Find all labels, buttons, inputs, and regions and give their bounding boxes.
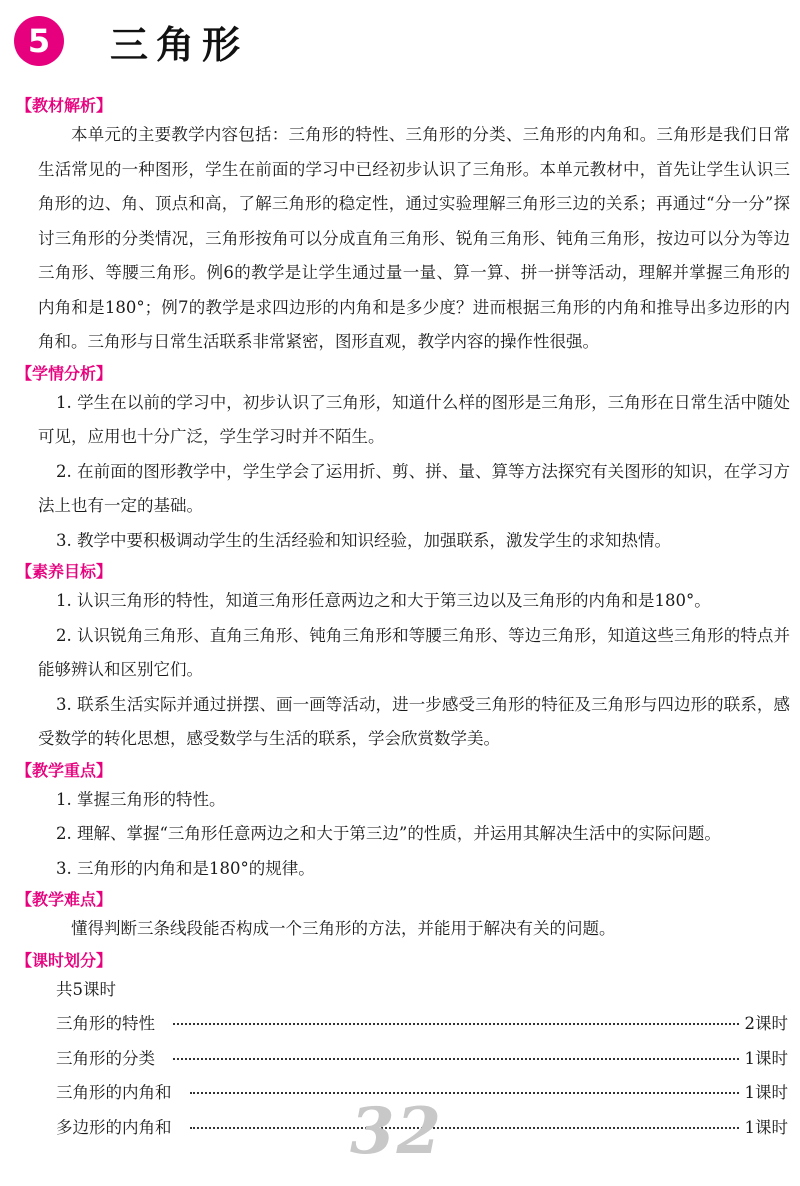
section-heading-key-points: 【教学重点】 [16,760,113,780]
section-heading-difficulties: 【教学难点】 [16,890,113,909]
chapter-number-badge: 5 [14,16,64,66]
page-number: 32 [350,1094,444,1169]
schedule-lesson-name: 三角形的内角和 [56,1083,172,1102]
schedule-lesson-name: 三角形的分类 [56,1048,155,1068]
key-point-item: 3. 三角形的内角和是180°的规律。 [56,858,315,878]
learner-analysis-item: 2. 在前面的图形教学中，学生学会了运用折、剪、拼、量、算等方法探究有关图形的知识，在学习方法上也有一定的基础。 [38,461,790,515]
textbook-analysis-paragraph: 本单元的主要教学内容包括：三角形的特性、三角形的分类、三角形的内角和。三角形是我们日常生活常见的一种图形，学生在前面的学习中已经初步认识了三角形。本单元教材中，首先让学生认识三角形的边、角、顶点和高，了解三角形的稳定性，通过实验理解三角形三边的关系；再通过“分一分”探讨三角形的分类情况，三角形按角可以分成直角三角形、锐角三角形、钝角三角形，按边可以分为等边三角形、等腰三角形。例6的教学是让学生通过量一量、算一算、拼一拼等活动，理解并掌握三角形的内角和是180°；例7的教学是求四边形的内角和是多少度？进而根据三角形的内角和推导出多边形的内角和。三角形与日常生活联系非常紧密，图形直观，教学内容的操作性很强。 [38,125,790,351]
schedule-row [16,1007,790,1042]
chapter-header [14,14,248,68]
literacy-goal-item: 2. 认识锐角三角形、直角三角形、钝角三角形和等腰三角形、等边三角形，知道这些三角形的特点并能够辨认和区别它们。 [38,625,790,679]
key-point-item: 2. 理解、掌握“三角形任意两边之和大于第三边”的性质，并运用其解决生活中的实际问题。 [56,824,721,843]
schedule-lesson-hours: 2课时 [744,1014,788,1033]
chapter-title: 三角形 [110,22,249,67]
dot-leader [190,1091,739,1094]
section-heading-literacy-goals: 【素养目标】 [16,562,113,581]
section-heading-schedule: 【课时划分】 [16,950,113,970]
schedule-lesson-name: 三角形的特性 [56,1014,155,1033]
schedule-total: 共5课时 [56,979,116,999]
key-point-item: 1. 掌握三角形的特性。 [56,789,226,809]
schedule-lesson-hours: 1课时 [744,1083,788,1102]
schedule-lesson-name: 多边形的内角和 [56,1117,172,1137]
literacy-goal-item: 3. 联系生活实际并通过拼摆、画一画等活动，进一步感受三角形的特征及三角形与四边形的联系，感受数学的转化思想，感受数学与生活的联系，学会欣赏数学美。 [38,694,790,748]
difficulties-paragraph: 懂得判断三条线段能否构成一个三角形的方法，并能用于解决有关的问题。 [71,919,616,938]
schedule-lesson-hours: 1课时 [744,1117,788,1137]
dot-leader [173,1022,739,1025]
learner-analysis-item: 1. 学生在以前的学习中，初步认识了三角形，知道什么样的图形是三角形，三角形在日常生活中随处可见，应用也十分广泛，学生学习时并不陌生。 [38,392,790,446]
section-heading-learner-analysis: 【学情分析】 [16,363,113,383]
section-heading-textbook-analysis: 【教材解析】 [16,96,113,115]
learner-analysis-item: 3. 教学中要积极调动学生的生活经验和知识经验，加强联系，激发学生的求知热情。 [56,530,671,550]
dot-leader [173,1057,739,1060]
page-content [16,92,790,1145]
schedule-row [16,1042,790,1077]
literacy-goal-item: 1. 认识三角形的特性，知道三角形任意两边之和大于第三边以及三角形的内角和是180°。 [56,591,711,610]
schedule-lesson-hours: 1课时 [744,1048,788,1068]
dot-leader [190,1126,739,1129]
